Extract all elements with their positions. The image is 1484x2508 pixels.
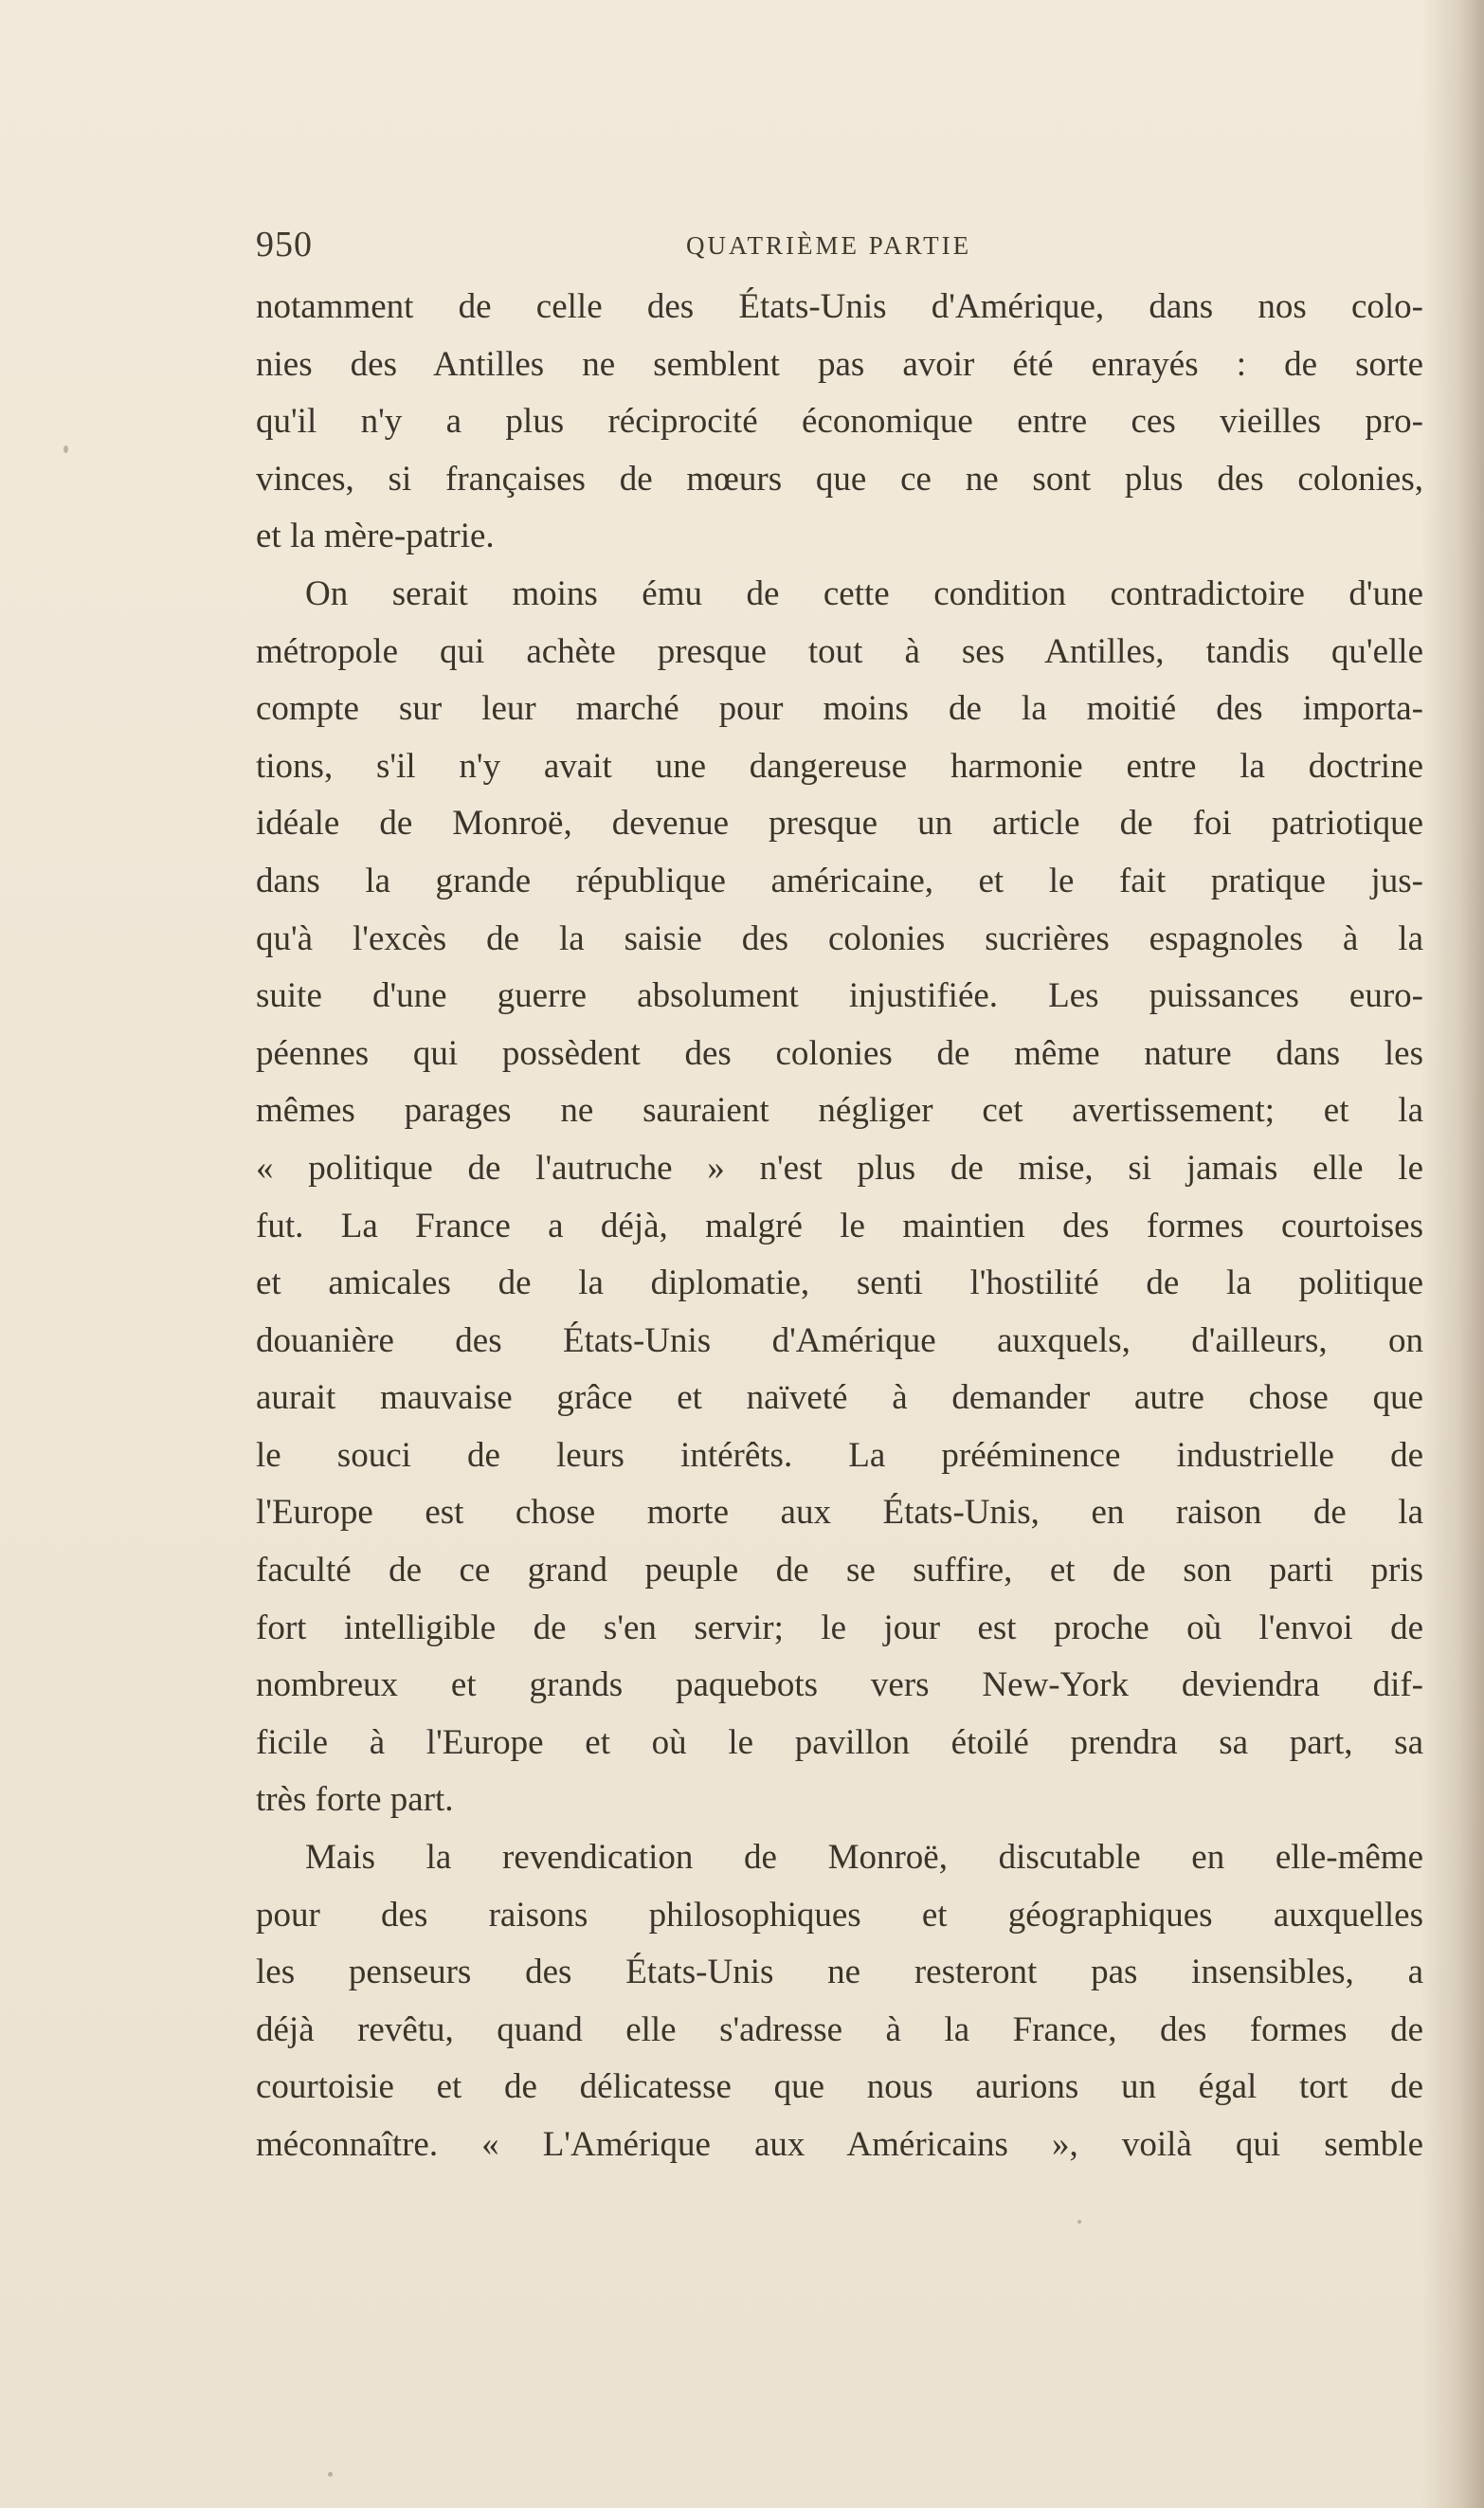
text-line: idéale de Monroë, devenue presque un article de foi patriotique bbox=[256, 804, 1423, 844]
text-line: les penseurs des États-Unis ne resteront pas insensibles, a bbox=[256, 1953, 1423, 1992]
body-text bbox=[256, 279, 1423, 2174]
text-line: compte sur leur marché pour moins de la moitié des importa- bbox=[256, 689, 1423, 729]
page-number: 950 bbox=[256, 225, 313, 264]
text-line: fort intelligible de s'en servir; le jour est proche où l'envoi de bbox=[256, 1608, 1423, 1647]
text-line: nombreux et grands paquebots vers New-York deviendra dif- bbox=[256, 1665, 1423, 1705]
text-line: qu'il n'y a plus réciprocité économique entre ces vieilles pro- bbox=[256, 402, 1423, 442]
text-line: métropole qui achète presque tout à ses Antilles, tandis qu'elle bbox=[256, 631, 1423, 671]
text-line: mêmes parages ne sauraient négliger cet avertissement; et la bbox=[256, 1091, 1423, 1131]
text-line: courtoisie et de délicatesse que nous aurions un égal tort de bbox=[256, 2067, 1423, 2107]
text-line: et la mère-patrie. bbox=[256, 517, 495, 556]
text-line: Mais la revendication de Monroë, discutable en elle-même bbox=[305, 1838, 1423, 1878]
text-line: vinces, si françaises de mœurs que ce ne sont plus des colonies, bbox=[256, 459, 1423, 499]
text-line: le souci de leurs intérêts. La prééminence industrielle de bbox=[256, 1435, 1423, 1475]
text-line: dans la grande république américaine, et le fait pratique jus- bbox=[256, 861, 1423, 900]
text-line: pour des raisons philosophiques et géographiques auxquelles bbox=[256, 1895, 1423, 1935]
text-line: péennes qui possèdent des colonies de même nature dans les bbox=[256, 1033, 1423, 1073]
text-line: aurait mauvaise grâce et naïveté à demander autre chose que bbox=[256, 1378, 1423, 1418]
text-line: notamment de celle des États-Unis d'Amérique, dans nos colo- bbox=[256, 287, 1423, 326]
text-line: qu'à l'excès de la saisie des colonies sucrières espagnoles à la bbox=[256, 918, 1423, 958]
text-line: douanière des États-Unis d'Amérique auxquels, d'ailleurs, on bbox=[256, 1320, 1423, 1360]
text-line: fut. La France a déjà, malgré le maintien des formes courtoises bbox=[256, 1206, 1423, 1245]
text-line: déjà revêtu, quand elle s'adresse à la France, des formes de bbox=[256, 2009, 1423, 2049]
text-line: « politique de l'autruche » n'est plus de mise, si jamais elle le bbox=[256, 1148, 1423, 1188]
text-line: l'Europe est chose morte aux États-Unis, en raison de la bbox=[256, 1493, 1423, 1533]
text-line: nies des Antilles ne semblent pas avoir été enrayés : de sorte bbox=[256, 344, 1423, 384]
text-line: On serait moins ému de cette condition contradictoire d'une bbox=[305, 573, 1423, 613]
text-line: très forte part. bbox=[256, 1780, 454, 1820]
text-line: tions, s'il n'y avait une dangereuse harmonie entre la doctrine bbox=[256, 746, 1423, 786]
paper-speck bbox=[1077, 2220, 1081, 2224]
paper-speck bbox=[328, 2472, 333, 2477]
text-line: et amicales de la diplomatie, senti l'hostilité de la politique bbox=[256, 1263, 1423, 1303]
text-line: faculté de ce grand peuple de se suffire, et de son parti pris bbox=[256, 1551, 1423, 1590]
text-line: ficile à l'Europe et où le pavillon étoilé prendra sa part, sa bbox=[256, 1722, 1423, 1762]
page-header bbox=[256, 224, 1423, 265]
paper-speck bbox=[63, 445, 68, 453]
running-head: QUATRIÈME PARTIE bbox=[686, 231, 972, 260]
text-line: suite d'une guerre absolument injustifiée. Les puissances euro- bbox=[256, 976, 1423, 1016]
text-line: méconnaître. « L'Amérique aux Américains », voilà qui semble bbox=[256, 2125, 1423, 2164]
